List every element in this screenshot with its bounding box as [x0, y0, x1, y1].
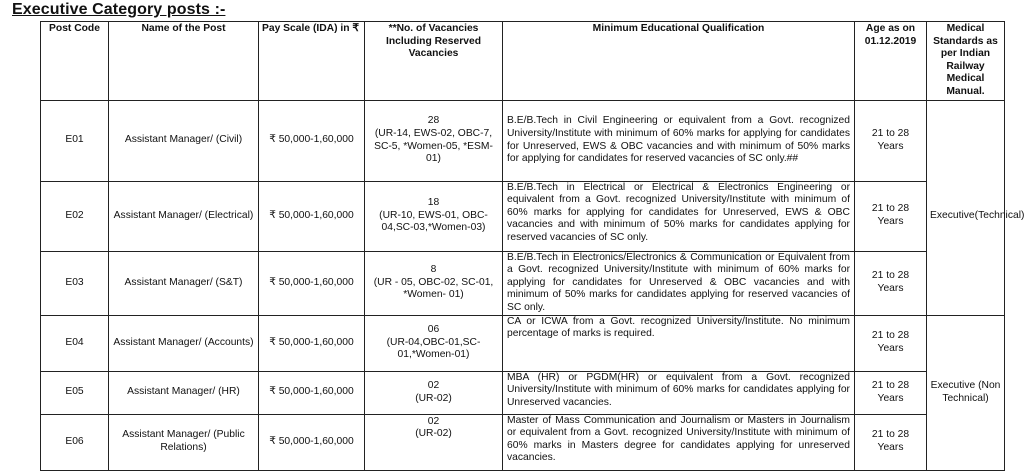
table-row — [41, 414, 1005, 470]
section-title: Executive Category posts :- — [12, 1, 226, 18]
qualification-cell: MBA (HR) or PGDM(HR) or equivalent from a Govt. recognized University/Institute with minimum of 60% marks for candidates applying for Unreserved vacancies. — [503, 371, 855, 414]
table-row — [41, 251, 1005, 315]
vacancies-count: 02 — [427, 379, 440, 391]
post-code-cell: E04 — [41, 315, 109, 371]
vacancies-cell — [365, 371, 503, 414]
post-name-cell: Assistant Manager/ (S&T) — [109, 251, 259, 315]
header-vacancies: **No. of Vacancies Including Reserved Vacancies — [365, 22, 503, 101]
post-code-cell: E06 — [41, 414, 109, 470]
pay-scale-cell: ₹ 50,000-1,60,000 — [259, 315, 365, 371]
vacancies-count: 02 — [427, 415, 440, 427]
vacancies-cell — [365, 315, 503, 371]
pay-scale-cell: ₹ 50,000-1,60,000 — [259, 414, 365, 470]
table-row — [41, 181, 1005, 251]
qualification-cell: B.E/B.Tech in Electrical or Electrical & Electronics Engineering or equivalent from a Govt. recognized University/Institute with minimum of 60% marks for applying for candidates for Unreserved, EWS & OBC vacancies and with minimum of 50% marks for candidates applying for reserved vacancies of SC only. — [503, 181, 855, 251]
vacancies-count: 8 — [430, 264, 437, 276]
medical-cell — [927, 100, 1005, 181]
post-code-cell: E01 — [41, 100, 109, 181]
vacancies-cell — [365, 100, 503, 181]
post-code-cell: E05 — [41, 371, 109, 414]
age-cell: 21 to 28 Years — [855, 251, 927, 315]
post-code-cell: E02 — [41, 181, 109, 251]
vacancies-count: 28 — [427, 115, 440, 127]
vacancies-detail: (UR - 05, OBC-02, SC-01, *Women- 01) — [373, 276, 494, 301]
pay-scale-cell: ₹ 50,000-1,60,000 — [259, 371, 365, 414]
age-cell: 21 to 28 Years — [855, 315, 927, 371]
post-name-cell: Assistant Manager/ (Civil) — [109, 100, 259, 181]
post-name-cell: Assistant Manager/ (Electrical) — [109, 181, 259, 251]
medical-cell-non-technical: Executive (Non Technical) — [927, 371, 1005, 414]
pay-scale-cell: ₹ 50,000-1,60,000 — [259, 100, 365, 181]
header-medical: Medical Standards as per Indian Railway Medical Manual. — [927, 22, 1005, 101]
medical-cell-technical: Executive(Technical) — [927, 181, 1005, 251]
age-cell: 21 to 28 Years — [855, 371, 927, 414]
qualification-cell: B.E/B.Tech in Electronics/Electronics & Communication or Equivalent from a Govt. recognized University/Institute with minimum of 60% marks for applying for candidates for Unreserved & OBC vacancies and with minimum of 50% marks for candidates applying for reserved vacancies of SC only. — [503, 251, 855, 315]
age-cell: 21 to 28 Years — [855, 181, 927, 251]
vacancies-count: 06 — [427, 324, 440, 336]
vacancies-detail: (UR-04,OBC-01,SC-01,*Women-01) — [386, 336, 481, 361]
vacancies-detail: (UR-02) — [415, 392, 452, 404]
post-code-cell: E03 — [41, 251, 109, 315]
qualification-cell: Master of Mass Communication and Journalism or Masters in Journalism or equivalent from a Govt. recognized University/Institute with minimum of 60% marks in Masters degree for candidates applying for unreserved vacancies. — [503, 414, 855, 470]
age-cell: 21 to 28 Years — [855, 100, 927, 181]
vacancies-detail: (UR-10, EWS-01, OBC-04,SC-03,*Women-03) — [379, 209, 488, 234]
post-name-cell: Assistant Manager/ (Public Relations) — [109, 414, 259, 470]
header-pay-scale: Pay Scale (IDA) in ₹ — [259, 22, 365, 101]
medical-cell — [927, 251, 1005, 315]
table-row — [41, 371, 1005, 414]
pay-scale-cell: ₹ 50,000-1,60,000 — [259, 251, 365, 315]
vacancies-count: 18 — [427, 197, 440, 209]
header-qualification: Minimum Educational Qualification — [503, 22, 855, 101]
vacancies-cell — [365, 181, 503, 251]
table-row — [41, 315, 1005, 371]
executive-posts-table — [40, 21, 1025, 471]
header-post-name: Name of the Post — [109, 22, 259, 101]
table-row — [41, 100, 1005, 181]
qualification-cell: CA or ICWA from a Govt. recognized University/Institute. No minimum percentage of marks is required. — [503, 315, 855, 371]
vacancies-cell — [365, 414, 503, 470]
header-post-code: Post Code — [41, 22, 109, 101]
post-name-cell: Assistant Manager/ (Accounts) — [109, 315, 259, 371]
vacancies-detail: (UR-02) — [415, 428, 452, 440]
qualification-cell: B.E/B.Tech in Civil Engineering or equivalent from a Govt. recognized University/Institute with minimum of 60% marks for applying for candidates for Unreserved, EWS & OBC vacancies and with minimum of 50% marks for applying for candidates for reserved vacancies of SC only.## — [503, 100, 855, 181]
vacancies-cell — [365, 251, 503, 315]
vacancies-detail: (UR-14, EWS-02, OBC-7, SC-5, *Women-05, *ESM- 01) — [374, 127, 493, 165]
post-name-cell: Assistant Manager/ (HR) — [109, 371, 259, 414]
age-cell: 21 to 28 Years — [855, 414, 927, 470]
pay-scale-cell: ₹ 50,000-1,60,000 — [259, 181, 365, 251]
medical-cell — [927, 414, 1005, 470]
header-row — [41, 22, 1005, 101]
medical-cell — [927, 315, 1005, 371]
header-age: Age as on 01.12.2019 — [855, 22, 927, 101]
